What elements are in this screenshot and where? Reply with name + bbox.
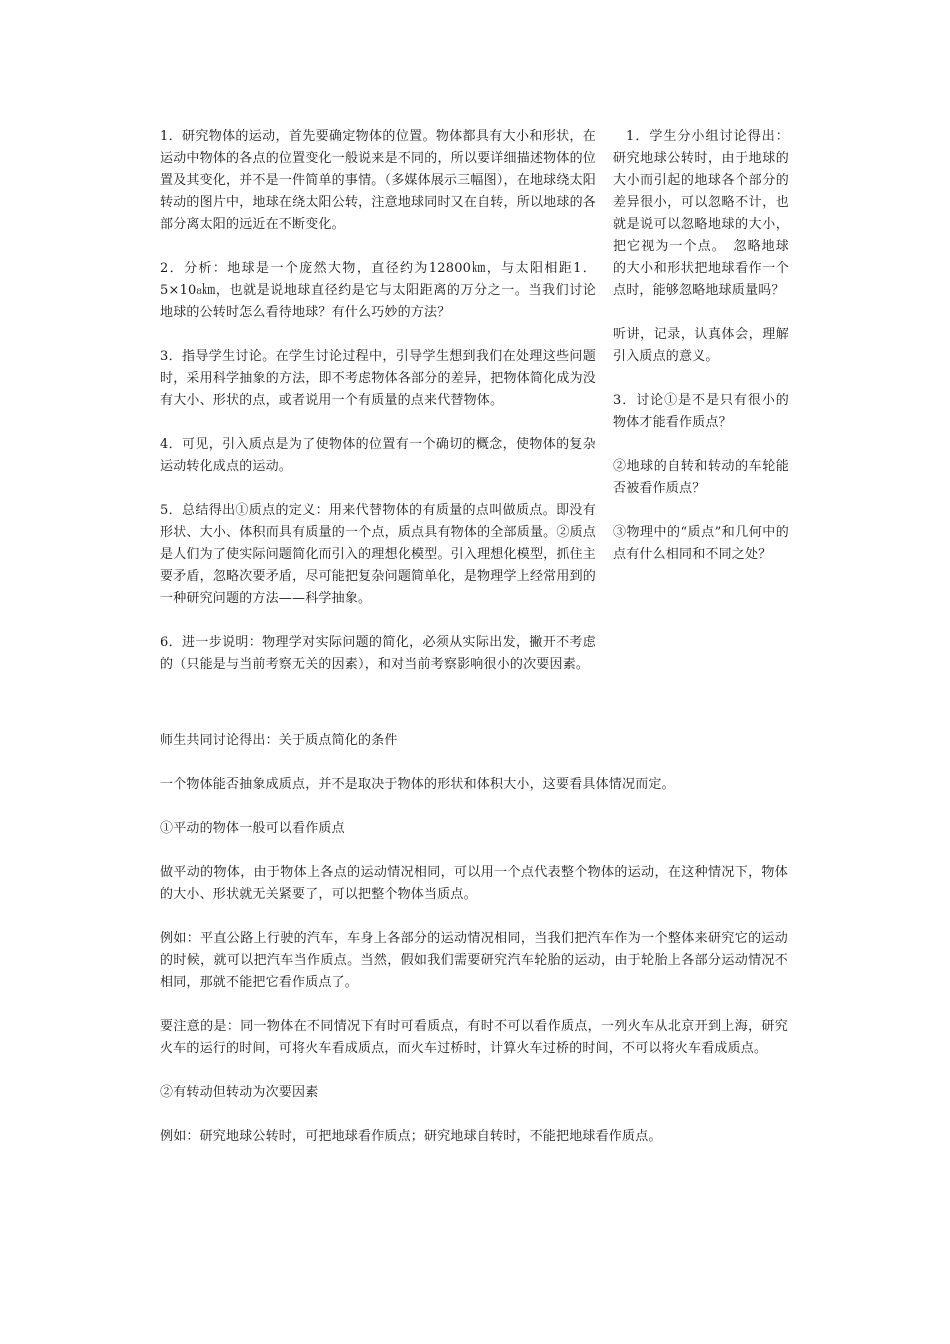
paragraph-car-example: 例如：平直公路上行驶的汽车，车身上各部分的运动情况相同，当我们把汽车作为一个整体来研究它的运动的时候，就可以把汽车当作质点。当然，假如我们需要研究汽车轮胎的运动，由于轮胎上各部分运动情况不相同，那就不能把它看作质点了。 <box>160 931 788 990</box>
paragraph-purpose-of-particle: 4．可见，引入质点是为了使物体的位置有一个确切的概念，使物体的复杂运动转化成点的运动。 <box>160 437 596 474</box>
teacher-activity-column <box>160 126 596 698</box>
paragraph-particle-definition: 5．总结得出①质点的定义：用来代替物体的有质量的点叫做质点。即没有形状、大小、体积而具有质量的一个点，质点具有物体的全部质量。②质点是人们为了使实际问题简化而引入的理想化模型。引入理想化模型，抓住主要矛盾，忽略次要矛盾，尽可能把复杂问题简单化，是物理学上经常用到的一种研究问题的方法——科学抽象。 <box>160 503 596 606</box>
paragraph-simplification-conditions: 师生共同讨论得出：关于质点简化的条件 <box>160 733 398 748</box>
paragraph-discussion-q2: ②地球的自转和转动的车轮能否被看作质点？ <box>613 459 789 496</box>
paragraph-discussion-q3: ③物理中的“质点”和几何中的点有什么相同和不同之处？ <box>613 525 789 562</box>
paragraph-discussion-q1: 3．讨论①是不是只有很小的物体才能看作质点？ <box>613 393 789 430</box>
paragraph-earth-example: 例如：研究地球公转时，可把地球看作质点；研究地球自转时，不能把地球看作质点。 <box>160 1129 662 1144</box>
paragraph-determine-position: 1．研究物体的运动，首先要确定物体的位置。物体都具有大小和形状，在运动中物体的各点的位置变化一般说来是不同的，所以要详细描述物体的位置及其变化，并不是一件简单的事情。（多媒体展示三幅图），在地球绕太阳转动的图片中，地球在绕太阳公转，注意地球同时又在自转，所以地球的各部分离太阳的远近在不断变化。 <box>160 129 596 232</box>
paragraph-listen-record: 听讲，记录，认真体会，理解引入质点的意义。 <box>613 327 789 364</box>
paragraph-guide-discussion: 3．指导学生讨论。在学生讨论过程中，引导学生想到我们在处理这些问题时，采用科学抽象的方法，即不考虑物体各部分的差异，把物体简化成为没有大小、形状的点，或者说用一个有质量的点来代替物体。 <box>160 349 596 408</box>
paragraph-group-discussion: 1．学生分小组讨论得出：研究地球公转时，由于地球的大小而引起的地球各个部分的差异很小，可以忽略不计，也就是说可以忽略地球的大小，把它视为一个点。 忽略地球的大小和形状把地球看作一个点时，能够忽略地球质量吗？ <box>613 129 789 298</box>
joint-discussion-section <box>160 730 788 1170</box>
paragraph-earth-analysis: 2．分析：地球是一个庞然大物，直径约为12800㎞，与太阳相距1．5×10₈㎞，也就是说地球直径约是它与太阳距离的万分之一。当我们讨论地球的公转时怎么看待地球？有什么巧妙的方法？ <box>160 261 596 320</box>
paragraph-further-explanation: 6．进一步说明：物理学对实际问题的简化，必须从实际出发，撇开不考虑的（只能是与当前考察无关的因素），和对当前考察影响很小的次要因素。 <box>160 635 596 672</box>
paragraph-translation-heading: ①平动的物体一般可以看作质点 <box>160 821 345 836</box>
student-activity-column <box>613 126 789 588</box>
paragraph-rotation-heading: ②有转动但转动为次要因素 <box>160 1085 319 1100</box>
paragraph-translation-explanation: 做平动的物体，由于物体上各点的运动情况相同，可以用一个点代表整个物体的运动，在这种情况下，物体的大小、形状就无关紧要了，可以把整个物体当质点。 <box>160 865 788 902</box>
paragraph-depends-on-situation: 一个物体能否抽象成质点，并不是取决于物体的形状和体积大小，这要看具体情况而定。 <box>160 777 675 792</box>
paragraph-train-note: 要注意的是：同一物体在不同情况下有时可看质点，有时不可以看作质点，一列火车从北京开到上海，研究火车的运行的时间，可将火车看成质点，而火车过桥时，计算火车过桥的时间，不可以将火车看成质点。 <box>160 1019 788 1056</box>
